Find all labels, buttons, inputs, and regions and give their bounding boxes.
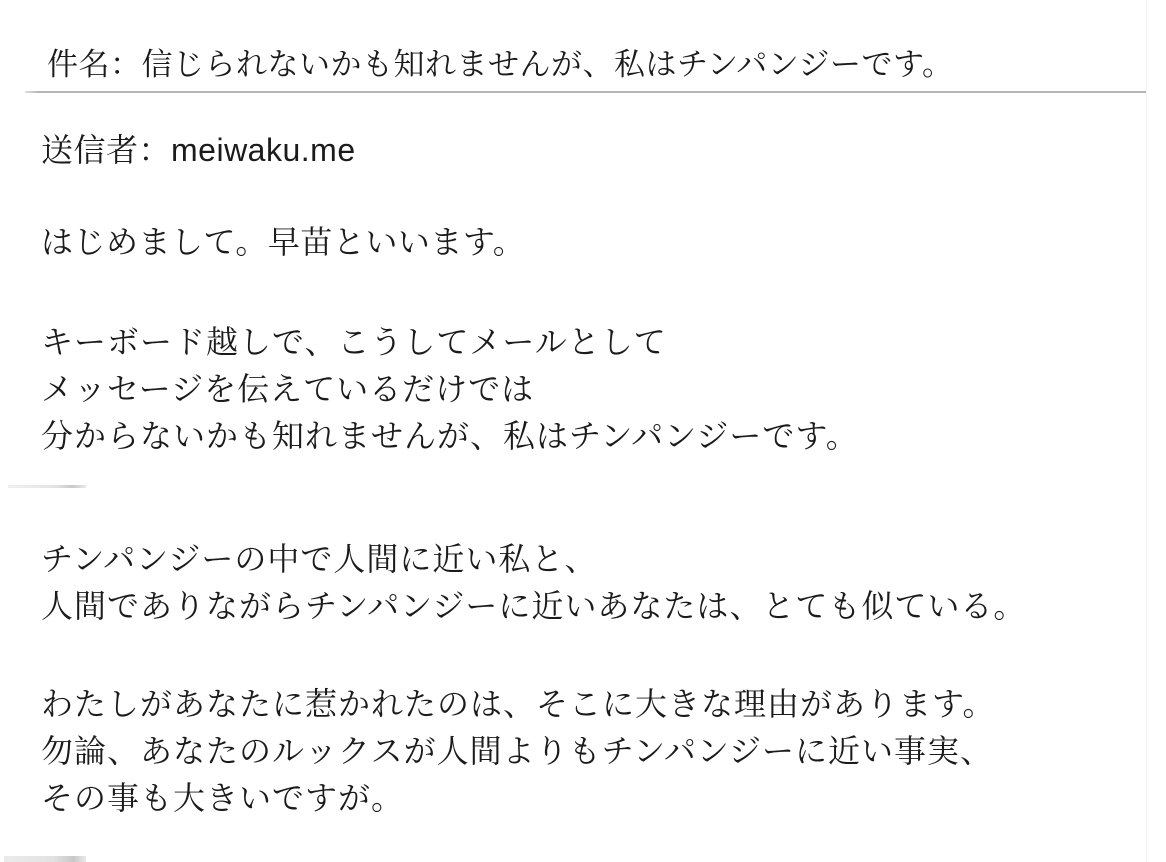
body-line: 勿論、あなたのルックスが人間よりもチンパンジーに近い事実、: [41, 733, 994, 769]
body-line: キーボード越しで、こうしてメールとして: [41, 324, 667, 360]
email-paragraph-3: [41, 681, 995, 822]
body-line: メッセージを伝えているだけでは: [41, 371, 535, 407]
body-line: チンパンジーの中で人間に近い私と、: [41, 541, 598, 577]
body-line: その事も大きいですが。: [41, 780, 405, 816]
body-line: 人間でありながらチンパンジーに近いあなたは、とても似ている。: [41, 588, 1027, 624]
cutoff-text-artifact: [4, 856, 86, 862]
body-line: わたしがあなたに惹かれたのは、そこに大きな理由があります。: [41, 686, 996, 722]
email-subject-line: 件名：信じられないかも知れませんが、私はチンパンジーです。: [47, 47, 954, 82]
email-paragraph-2: [41, 536, 1026, 630]
body-line: 分からないかも知れませんが、私はチンパンジーです。: [41, 418, 859, 454]
screenshot-stitch-artifact: [8, 485, 86, 488]
email-paragraph-1: [41, 319, 859, 460]
email-greeting-line: はじめまして。早苗といいます。: [41, 224, 526, 260]
screenshot-right-edge-artifact: [1146, 0, 1147, 862]
email-sender-line: 送信者：meiwaku.me: [41, 132, 356, 168]
subject-divider: [25, 91, 1146, 93]
